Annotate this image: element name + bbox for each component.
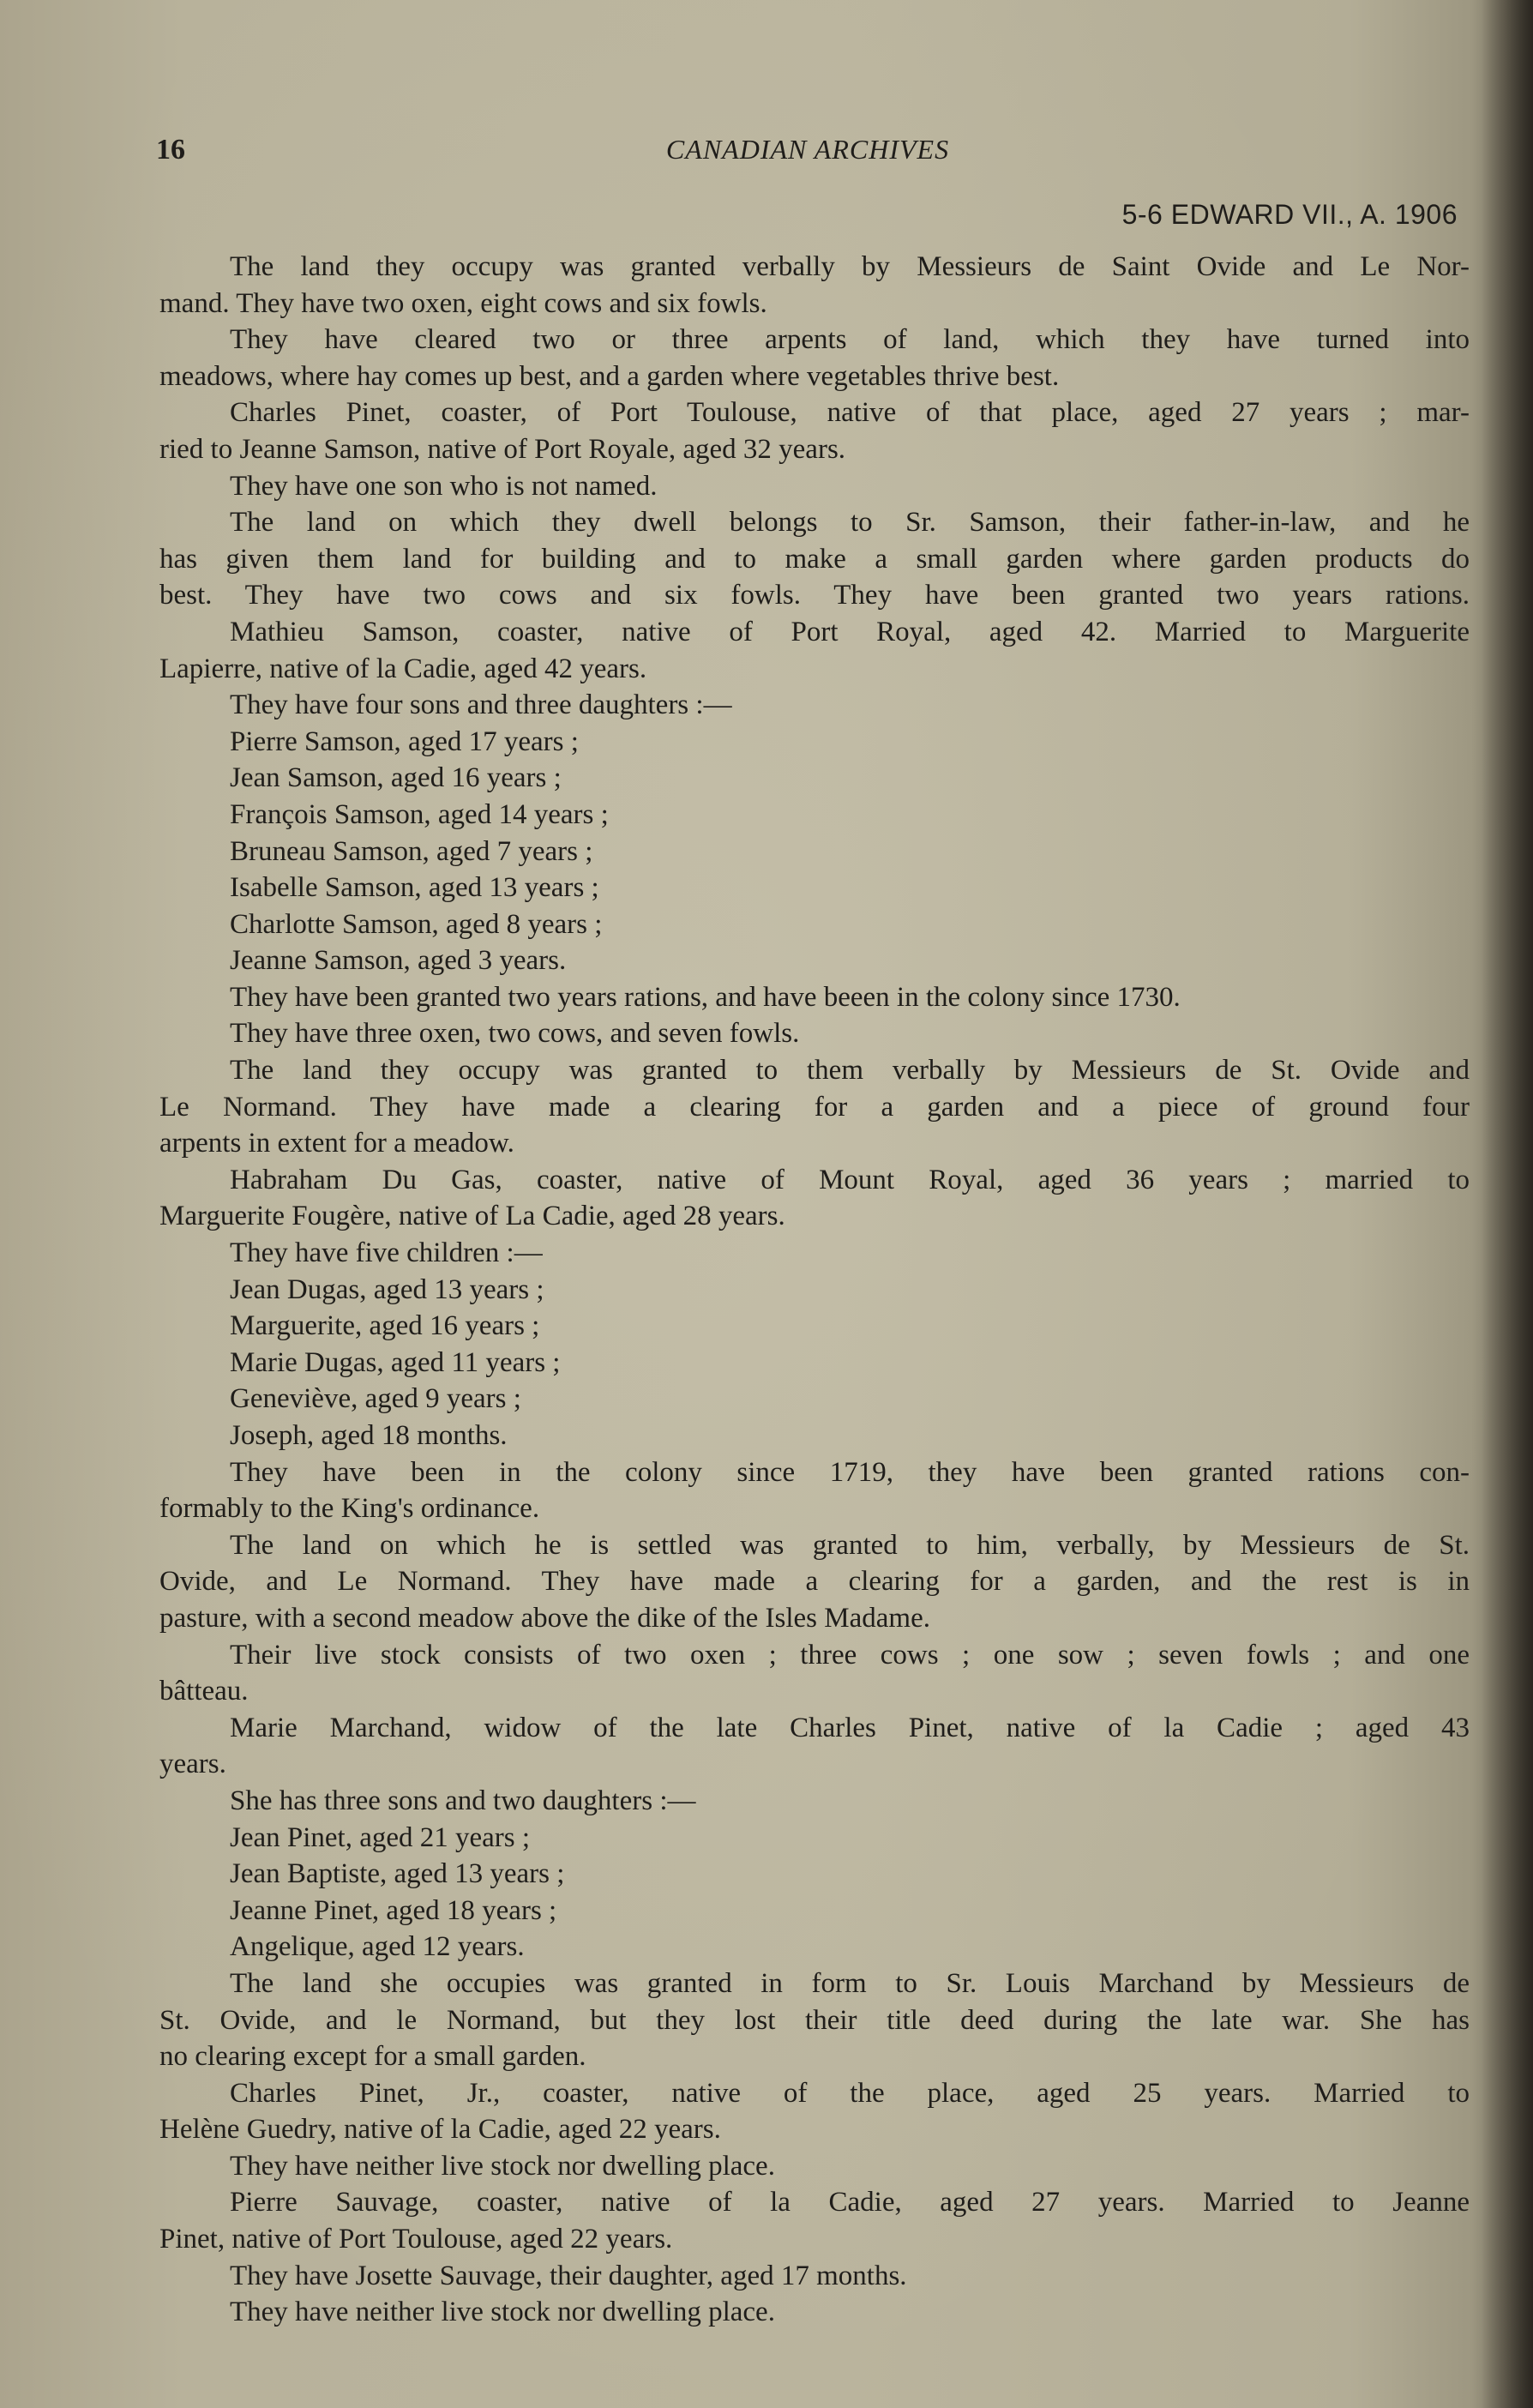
text-line: Jean Baptiste, aged 13 years ; — [230, 1858, 565, 1890]
text-line: best. They have two cows and six fowls. They have been granted two years rations. — [159, 580, 1470, 611]
text-line: They have neither live stock nor dwelling place. — [230, 2150, 775, 2182]
text-line: formably to the King's ordinance. — [159, 1493, 540, 1525]
text-line: Pierre Sauvage, coaster, native of la Cadie, aged 27 years. Married to Jeanne — [230, 2187, 1470, 2218]
text-line: François Samson, aged 14 years ; — [230, 798, 609, 830]
text-line: They have four sons and three daughters :— — [230, 689, 732, 721]
text-line: Charles Pinet, Jr., coaster, native of the place, aged 25 years. Married to — [230, 2077, 1470, 2109]
text-line: Pinet, native of Port Toulouse, aged 22 years. — [159, 2224, 673, 2255]
text-line: The land they occupy was granted to them verbally by Messieurs de St. Ovide and — [230, 1055, 1470, 1087]
text-line: They have three oxen, two cows, and seven fowls. — [230, 1018, 800, 1050]
text-line: They have five children :— — [230, 1237, 543, 1269]
text-line: Mathieu Samson, coaster, native of Port Royal, aged 42. Married to Marguerite — [230, 616, 1470, 647]
text-line: Pierre Samson, aged 17 years ; — [230, 725, 579, 757]
text-line: She has three sons and two daughters :— — [230, 1785, 696, 1816]
page-header — [156, 129, 1459, 180]
text-line: arpents in extent for a meadow. — [159, 1128, 514, 1159]
text-line: They have been granted two years rations, and have beeen in the colony since 1730. — [230, 981, 1181, 1013]
text-line: Jean Samson, aged 16 years ; — [230, 762, 562, 794]
text-line: Ovide, and Le Normand. They have made a clearing for a garden, and the rest is in — [159, 1566, 1470, 1598]
text-line: They have neither live stock nor dwelling place. — [230, 2297, 775, 2328]
text-line: Charles Pinet, coaster, of Port Toulouse, native of that place, aged 27 years ; mar- — [230, 397, 1470, 429]
text-line: They have Josette Sauvage, their daughter, aged 17 months. — [230, 2260, 907, 2291]
text-line: Bruneau Samson, aged 7 years ; — [230, 835, 593, 867]
text-line: They have been in the colony since 1719, they have been granted rations con- — [230, 1456, 1470, 1488]
text-line: Their live stock consists of two oxen ; three cows ; one sow ; seven fowls ; and one — [230, 1639, 1470, 1671]
text-line: Marie Marchand, widow of the late Charles Pinet, native of la Cadie ; aged 43 — [230, 1712, 1470, 1743]
text-line: They have one son who is not named. — [230, 470, 658, 502]
text-line: Lapierre, native of la Cadie, aged 42 years. — [159, 653, 647, 684]
text-line: Jean Dugas, aged 13 years ; — [230, 1273, 544, 1305]
text-line: Joseph, aged 18 months. — [230, 1420, 508, 1451]
text-line: The land she occupies was granted in form to Sr. Louis Marchand by Messieurs de — [230, 1967, 1470, 1999]
text-line: Marguerite Fougère, native of La Cadie, aged 28 years. — [159, 1201, 785, 1232]
text-line: The land they occupy was granted verbally by Messieurs de Saint Ovide and Le Nor- — [230, 251, 1470, 282]
text-line: pasture, with a second meadow above the dike of the Isles Madame. — [159, 1602, 930, 1634]
text-line: meadows, where hay comes up best, and a garden where vegetables thrive best. — [159, 360, 1060, 392]
page-number: 16 — [156, 134, 185, 166]
text-line: ried to Jeanne Samson, native of Port Royale, aged 32 years. — [159, 433, 846, 465]
edition-line: 5-6 EDWARD VII., A. 1906 — [1121, 199, 1458, 230]
text-line: years. — [159, 1749, 226, 1780]
page-gutter-shadow — [1482, 0, 1533, 2408]
text-line: bâtteau. — [159, 1676, 249, 1707]
text-line: Jeanne Samson, aged 3 years. — [230, 945, 567, 977]
text-line: Marie Dugas, aged 11 years ; — [230, 1346, 561, 1378]
text-line: Jeanne Pinet, aged 18 years ; — [230, 1894, 557, 1926]
body-text — [159, 249, 1470, 2331]
text-line: They have cleared two or three arpents of land, which they have turned into — [230, 324, 1470, 356]
text-line: mand. They have two oxen, eight cows and six fowls. — [159, 287, 767, 319]
text-line: Angelique, aged 12 years. — [230, 1931, 525, 1963]
text-line: Marguerite, aged 16 years ; — [230, 1310, 540, 1342]
text-line: Isabelle Samson, aged 13 years ; — [230, 872, 599, 904]
running-title: CANADIAN ARCHIVES — [665, 134, 950, 165]
text-line: Charlotte Samson, aged 8 years ; — [230, 908, 603, 940]
text-line: has given them land for building and to make a small garden where garden products do — [159, 543, 1470, 575]
text-line: no clearing except for a small garden. — [159, 2041, 586, 2073]
text-line: Le Normand. They have made a clearing for a garden and a piece of ground four — [159, 1091, 1470, 1123]
text-line: Habraham Du Gas, coaster, native of Mount Royal, aged 36 years ; married to — [230, 1164, 1470, 1195]
text-line: The land on which he is settled was granted to him, verbally, by Messieurs de St. — [230, 1529, 1470, 1561]
text-line: Helène Guedry, native of la Cadie, aged 22 years. — [159, 2114, 721, 2146]
text-line: Geneviève, aged 9 years ; — [230, 1383, 521, 1415]
text-line: The land on which they dwell belongs to Sr. Samson, their father-in-law, and he — [230, 507, 1470, 539]
text-line: Jean Pinet, aged 21 years ; — [230, 1821, 531, 1853]
text-line: St. Ovide, and le Normand, but they lost their title deed during the late war. She has — [159, 2004, 1470, 2036]
